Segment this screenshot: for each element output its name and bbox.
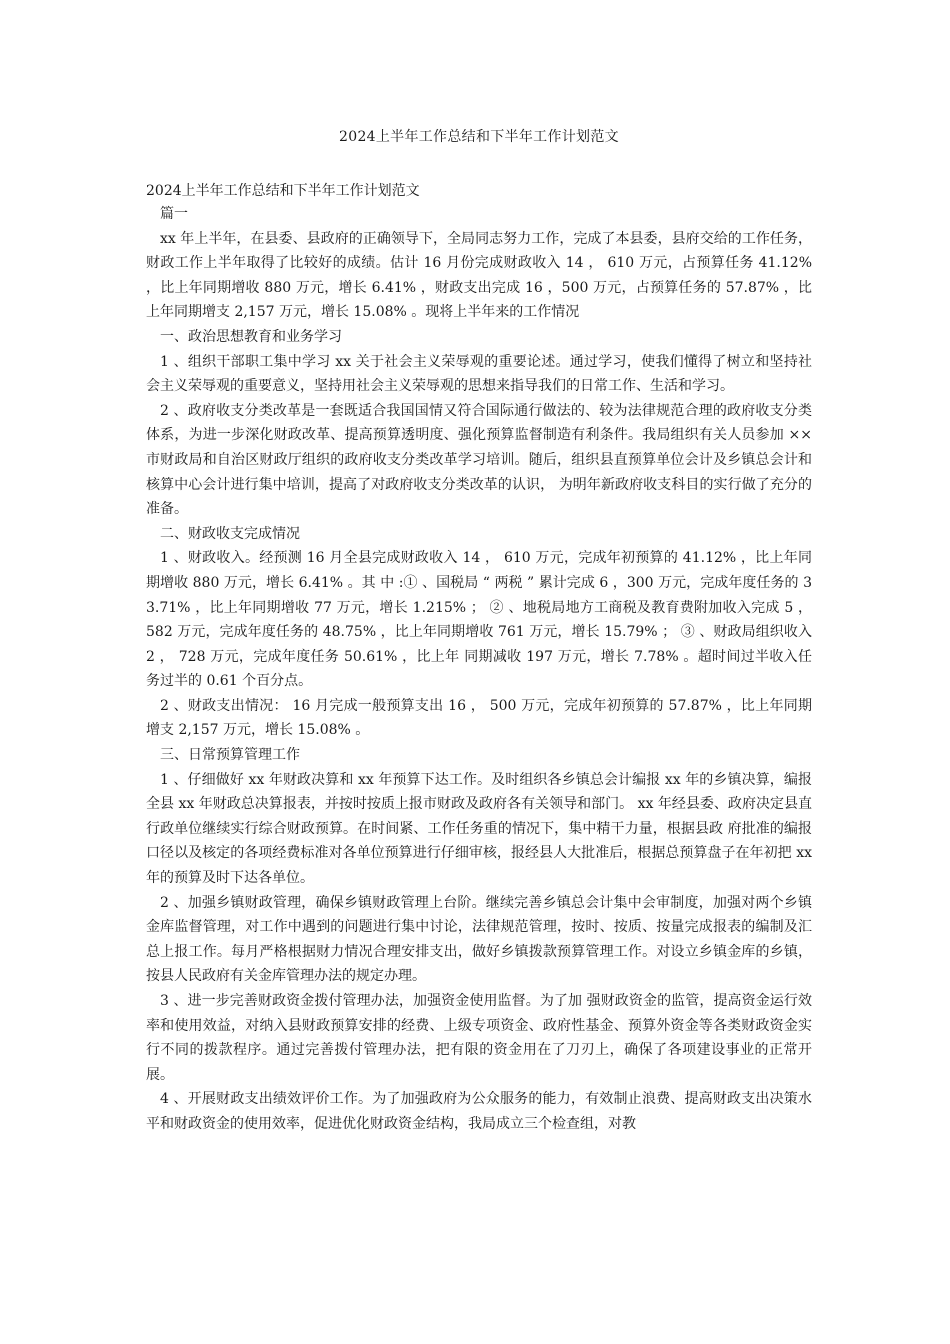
section-1 — [146, 325, 812, 522]
document-subtitle: 2024上半年工作总结和下半年工作计划范文 — [146, 183, 420, 199]
section-paragraph: 2 、政府收支分类改革是一套既适合我国国情又符合国际通行做法的、较为法律规范合理的政府收支分类体系，为进一步深化财政改革、提高预算透明度、强化预算监督制造有利条件。我局组织有关人员参加 ×× 市财政局和自治区财政厅组织的政府收支分类改革学习培训。随后，组织县直预算单位会计及乡镇总会计和核算中心会计进行集中培训，提高了对政府收支分类改革的认识， 为明年新政府收支科目的实行做了充分的准备。 — [146, 402, 812, 518]
section-paragraph: 1 、仔细做好 xx 年财政决算和 xx 年预算下达工作。及时组织各乡镇总会计编报 xx 年的乡镇决算，编报全县 xx 年财政总决算报表，并按时按质上报市财政及政府各有关领导和部门。 xx 年经县委、政府决定县直行政单位继续实行综合财政预算。在时间紧、工作任务重的情况下，集中精干力量，根据县政 府批准的编报口径以及核定的各项经费标准对各单位预算进行仔细审核，报经县人大批准后，根据总预算盘子在年初把 xx 年的预算及时下达各单位。 — [146, 771, 812, 887]
document-title: 2024上半年工作总结和下半年工作计划范文 — [339, 129, 619, 145]
part-label: 篇一 — [160, 206, 188, 222]
section-3 — [146, 743, 812, 1137]
section-heading: 一、政治思想教育和业务学习 — [160, 328, 342, 345]
intro-paragraph: xx 年上半年，在县委、县政府的正确领导下，全局同志努力工作，完成了本县委，县府交给的工作任务，财政工作上半年取得了比较好的成绩。估计 16 月份完成财政收入 14 ， 610 万元，占预算任务 41.12% ，比上年同期增收 880 万元，增长 6.41% ，财政支出完成 16 ，500 万元，占预算任务的 57.87% ，比上年同期增支 2,157 万元，增长 15.08% 。现将上半年来的工作情况 — [146, 230, 812, 321]
section-paragraph: 3 、进一步完善财政资金拨付管理办法，加强资金使用监督。为了加 强财政资金的监管，提高资金运行效率和使用效益，对纳入县财政预算安排的经费、上级专项资金、政府性基金、预算外资金等各类财政资金实行不同的拨款程序。通过完善拨付管理办法，把有限的资金用在了刀刃上，确保了各项建设事业的正常开展。 — [146, 993, 812, 1083]
section-paragraph: 4 、开展财政支出绩效评价工作。为了加强政府为公众服务的能力，有效制止浪费、提高财政支出决策水平和财政资金的使用效率，促进优化财政资金结构，我局成立三个检查组，对教 — [146, 1091, 812, 1132]
section-paragraph: 2 、加强乡镇财政管理，确保乡镇财政管理上台阶。继续完善乡镇总会计集中会审制度，加强对两个乡镇金库监督管理，对工作中遇到的问题进行集中讨论，法律规范管理，按时、按质、按量完成报表的编制及汇总上报工作。每月严格根据财力情况合理安排支出，做好乡镇拨款预算管理工作。对设立乡镇金库的乡镇，按县人民政府有关金库管理办法的规定办理。 — [146, 894, 812, 985]
section-paragraph: 1 、组织干部职工集中学习 xx 关于社会主义荣辱观的重要论述。通过学习，使我们懂得了树立和坚持社会主义荣辱观的重要意义，坚持用社会主义荣辱观的思想来指导我们的日常工作、生活和学习。 — [146, 353, 812, 395]
section-2 — [146, 522, 812, 743]
section-paragraph: 2 、财政支出情况： 16 月完成一般预算支出 16 ， 500 万元，完成年初预算的 57.87% ，比上年同期增支 2,157 万元，增长 15.08% 。 — [146, 697, 812, 739]
section-heading: 二、财政收支完成情况 — [160, 525, 300, 542]
section-paragraph: 1 、财政收入。经预测 16 月全县完成财政收入 14 ， 610 万元，完成年初预算的 41.12% ，比上年同期增收 880 万元，增长 6.41% 。其 中 :① 、国税局 “ 两税 ” 累计完成 6 ，300 万元，完成年度任务的 33.71% ，比上年同期增收 77 万元，增长 1.215% ； ② 、地税局地方工商税及教育费附加收入完成 5 ， 582 万元，完成年度任务的 48.75% ，比上年同期增收 761 万元，增长 15.79% ； ③ 、财政局组织收入 2 ， 728 万元，完成年度任务 50.61% ，比上年 同期减收 197 万元，增长 7.78% 。超时间过半收入任务过半的 0.61 个百分点。 — [146, 550, 812, 690]
document-page — [146, 120, 812, 1137]
section-heading: 三、日常预算管理工作 — [160, 747, 300, 764]
